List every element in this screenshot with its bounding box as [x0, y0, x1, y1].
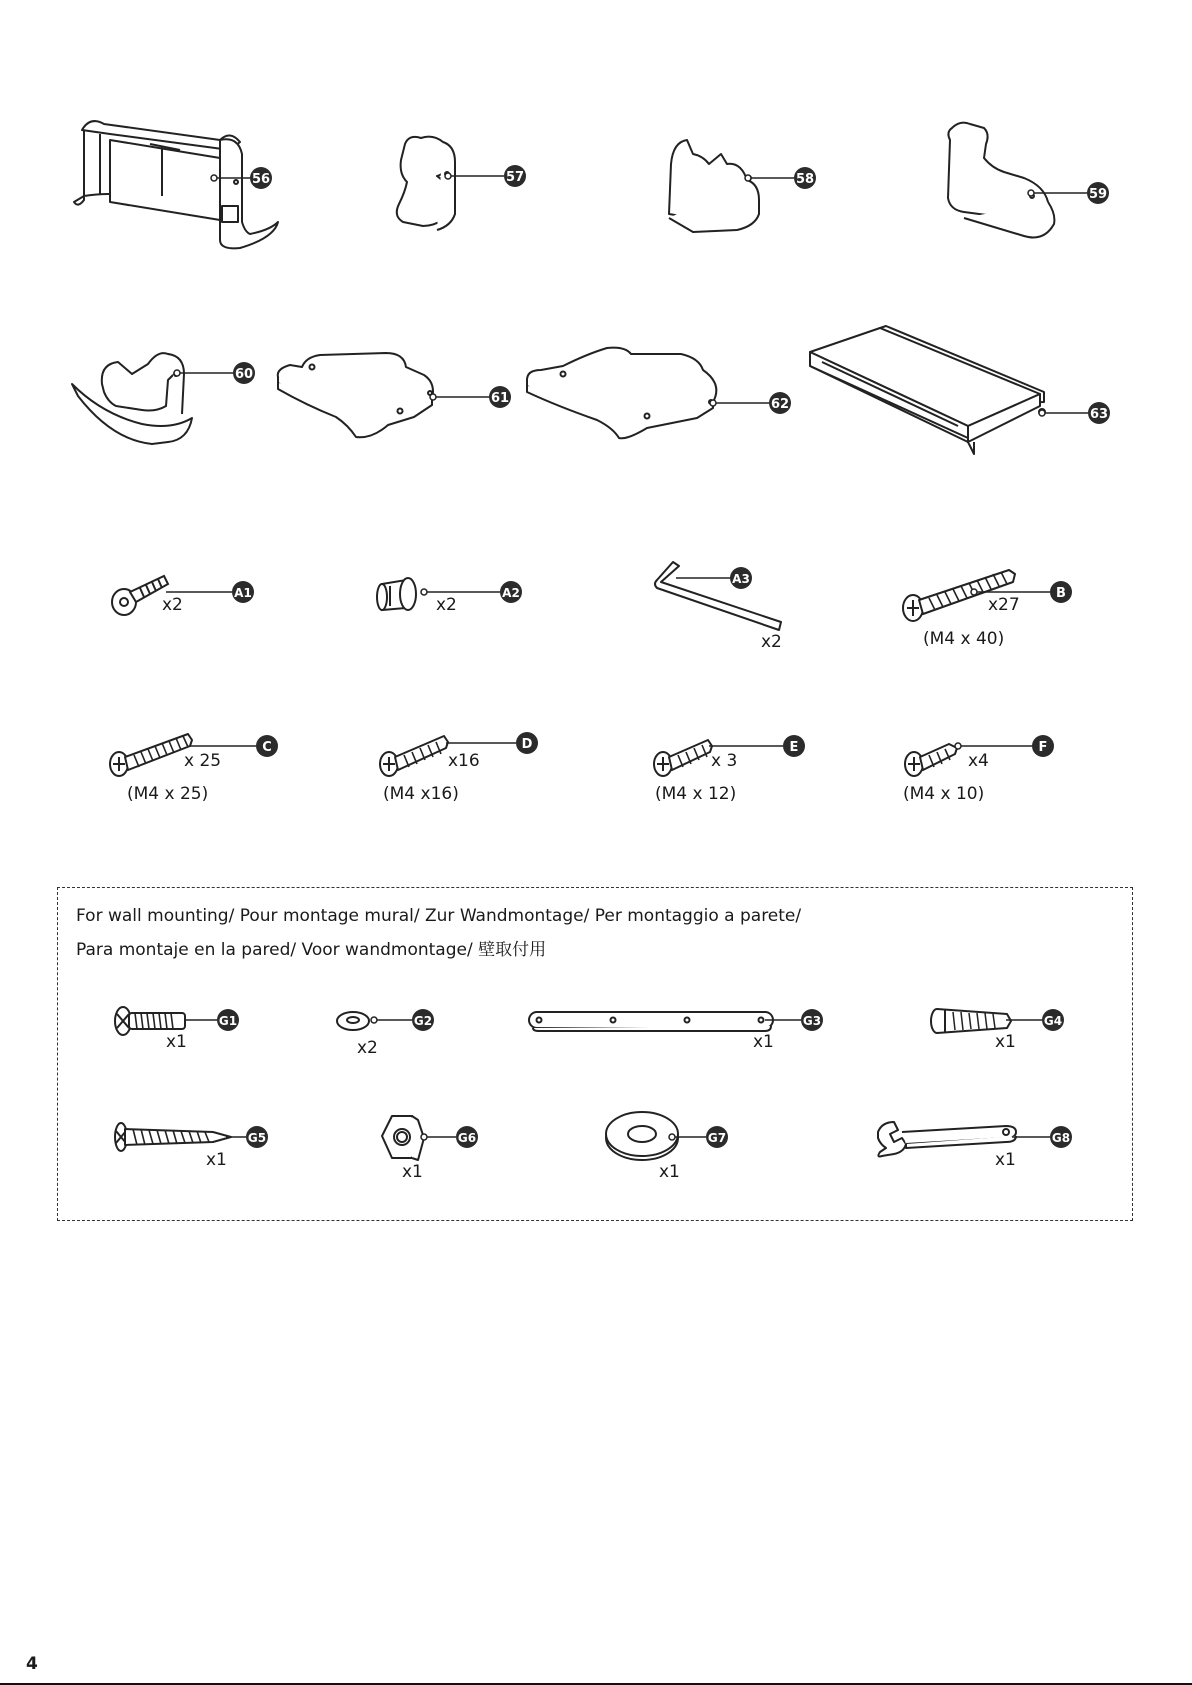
- callout-G2-number: G2: [413, 1014, 433, 1028]
- cat-board-drawing: [527, 344, 723, 444]
- callout-G5-number: G5: [247, 1131, 267, 1145]
- callout-D: [446, 730, 540, 756]
- G6-quantity: x1: [402, 1162, 423, 1182]
- callout-C-letter: C: [262, 740, 272, 755]
- callout-A2-number: A2: [502, 586, 520, 600]
- C-quantity: x 25: [184, 751, 222, 771]
- hardware-G5-wood-screw: [113, 1120, 233, 1154]
- callout-60-number: 60: [234, 367, 254, 382]
- callout-58: [744, 165, 818, 191]
- wall-mounting-heading-line-1: For wall mounting/ Pour montage mural/ Zur Wandmontage/ Per montaggio a parete/: [76, 906, 802, 926]
- callout-G7-number: G7: [707, 1131, 727, 1145]
- callout-F-letter: F: [1038, 740, 1048, 755]
- callout-B: [970, 579, 1074, 605]
- callout-57-number: 57: [505, 170, 525, 185]
- part-61-bear-board: [276, 349, 440, 443]
- callout-63-number: 63: [1089, 407, 1109, 422]
- callout-60: [173, 360, 257, 386]
- screw-G5-drawing: [113, 1120, 233, 1154]
- callout-63: [1038, 400, 1112, 426]
- F-size: (M4 x 10): [903, 784, 985, 804]
- callout-G3-number: G3: [802, 1014, 822, 1028]
- callout-D-letter: D: [521, 737, 533, 752]
- part-63-box: [808, 322, 1048, 472]
- page-number: 4: [26, 1654, 38, 1674]
- callout-59-number: 59: [1088, 187, 1108, 202]
- callout-G8: [1012, 1124, 1074, 1150]
- hex-nut-drawing: [380, 1114, 424, 1162]
- callout-56: [210, 165, 276, 191]
- callout-G7: [668, 1124, 730, 1150]
- callout-59: [1027, 180, 1111, 206]
- hardware-G3-bracket: [527, 1010, 775, 1032]
- hardware-D-screw: [378, 730, 454, 780]
- callout-A1: [166, 579, 256, 605]
- hardware-G6-hex-nut: [380, 1114, 424, 1162]
- callout-G6: [420, 1124, 480, 1150]
- bracket-bar-drawing: [527, 1010, 775, 1032]
- G7-quantity: x1: [659, 1162, 680, 1182]
- A1-quantity: x2: [162, 595, 183, 615]
- G4-quantity: x1: [995, 1032, 1016, 1052]
- B-quantity: x27: [988, 595, 1020, 615]
- callout-B-letter: B: [1056, 586, 1066, 601]
- C-size: (M4 x 25): [127, 784, 209, 804]
- callout-62-number: 62: [770, 397, 790, 412]
- callout-F: [954, 733, 1056, 759]
- G8-quantity: x1: [995, 1150, 1016, 1170]
- callout-57: [444, 163, 528, 189]
- screw-D-drawing: [378, 730, 454, 780]
- callout-G1-number: G1: [218, 1014, 238, 1028]
- G3-quantity: x1: [753, 1032, 774, 1052]
- D-size: (M4 x16): [383, 784, 459, 804]
- B-size: (M4 x 40): [923, 629, 1005, 649]
- A3-quantity: x2: [761, 632, 782, 652]
- A2-quantity: x2: [436, 595, 457, 615]
- E-size: (M4 x 12): [655, 784, 737, 804]
- barrel-nut-drawing: [376, 576, 426, 616]
- callout-G2: [370, 1007, 436, 1033]
- callout-G1: [185, 1007, 241, 1033]
- callout-A3: [676, 565, 756, 591]
- callout-E-letter: E: [789, 740, 799, 755]
- G2-quantity: x2: [357, 1038, 378, 1058]
- part-62-cat-board: [527, 344, 723, 444]
- callout-56-number: 56: [251, 172, 271, 187]
- G1-quantity: x1: [166, 1032, 187, 1052]
- callout-E: [709, 733, 807, 759]
- callout-G5: [226, 1124, 270, 1150]
- hardware-A2-barrel-nut: [376, 576, 426, 616]
- callout-G3: [765, 1007, 825, 1033]
- E-quantity: x 3: [711, 751, 738, 771]
- box-drawing: [808, 322, 1048, 472]
- callout-G8-number: G8: [1051, 1131, 1071, 1145]
- callout-61-number: 61: [490, 391, 510, 406]
- callout-61: [429, 384, 513, 410]
- callout-C: [190, 733, 280, 759]
- G5-quantity: x1: [206, 1150, 227, 1170]
- wall-mounting-heading-line-2: Para montaje en la pared/ Voor wandmontage/ 壁取付用: [76, 940, 547, 960]
- callout-G4: [1006, 1007, 1066, 1033]
- callout-G4-number: G4: [1043, 1014, 1063, 1028]
- callout-58-number: 58: [795, 172, 815, 187]
- callout-G6-number: G6: [457, 1131, 477, 1145]
- callout-62: [709, 390, 793, 416]
- hardware-G2-washer: [335, 1010, 371, 1032]
- F-quantity: x4: [968, 751, 989, 771]
- small-washer-drawing: [335, 1010, 371, 1032]
- callout-A1-number: A1: [234, 586, 252, 600]
- bear-board-drawing: [276, 349, 440, 443]
- callout-A3-number: A3: [732, 572, 750, 586]
- callout-A2: [420, 579, 524, 605]
- D-quantity: x16: [448, 751, 480, 771]
